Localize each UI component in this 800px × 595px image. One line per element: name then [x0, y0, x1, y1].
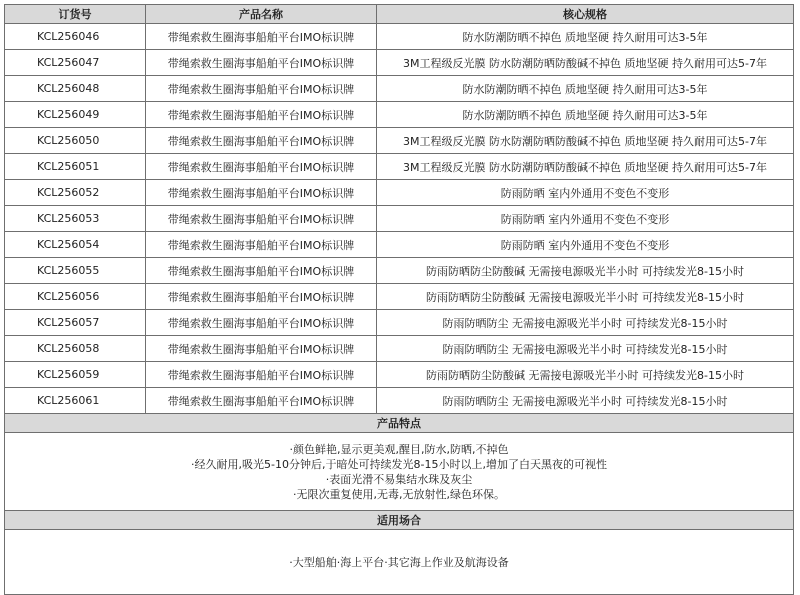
table-row	[5, 180, 794, 206]
cell-code: KCL256048	[5, 76, 146, 102]
scene-row	[5, 530, 794, 595]
table-row	[5, 388, 794, 414]
cell-code: KCL256049	[5, 102, 146, 128]
cell-spec: 防水防潮防晒不掉色 质地坚硬 持久耐用可达3-5年	[377, 76, 794, 102]
table-row	[5, 284, 794, 310]
cell-name: 带绳索救生圈海事船舶平台IMO标识牌	[146, 232, 377, 258]
scene-title-row	[5, 511, 794, 530]
cell-name: 带绳索救生圈海事船舶平台IMO标识牌	[146, 258, 377, 284]
cell-code: KCL256057	[5, 310, 146, 336]
cell-code: KCL256053	[5, 206, 146, 232]
cell-code: KCL256046	[5, 24, 146, 50]
cell-code: KCL256054	[5, 232, 146, 258]
cell-spec: 3M工程级反光膜 防水防潮防晒防酸碱不掉色 质地坚硬 持久耐用可达5-7年	[377, 154, 794, 180]
features-title-row	[5, 414, 794, 433]
feature-line: ·经久耐用,吸光5-10分钟后,于暗处可持续发光8-15小时以上,增加了白天黑夜的可视性	[191, 457, 607, 471]
cell-code: KCL256051	[5, 154, 146, 180]
table-row	[5, 336, 794, 362]
header-code: 订货号	[5, 5, 146, 24]
scene-title: 适用场合	[5, 511, 794, 530]
cell-spec: 防雨防晒防尘防酸碱 无需接电源吸光半小时 可持续发光8-15小时	[377, 258, 794, 284]
product-table	[4, 4, 794, 595]
cell-name: 带绳索救生圈海事船舶平台IMO标识牌	[146, 284, 377, 310]
cell-code: KCL256055	[5, 258, 146, 284]
cell-spec: 防水防潮防晒不掉色 质地坚硬 持久耐用可达3-5年	[377, 102, 794, 128]
cell-spec: 3M工程级反光膜 防水防潮防晒防酸碱不掉色 质地坚硬 持久耐用可达5-7年	[377, 50, 794, 76]
cell-spec: 防雨防晒防尘 无需接电源吸光半小时 可持续发光8-15小时	[377, 336, 794, 362]
table-row	[5, 76, 794, 102]
features-cell	[5, 433, 794, 511]
table-header-row	[5, 5, 794, 24]
cell-code: KCL256059	[5, 362, 146, 388]
table-row	[5, 154, 794, 180]
cell-name: 带绳索救生圈海事船舶平台IMO标识牌	[146, 50, 377, 76]
cell-spec: 防雨防晒 室内外通用不变色不变形	[377, 206, 794, 232]
table-row	[5, 206, 794, 232]
table-row	[5, 50, 794, 76]
feature-line: ·表面光滑不易集结水珠及灰尘	[325, 472, 473, 486]
cell-name: 带绳索救生圈海事船舶平台IMO标识牌	[146, 388, 377, 414]
table-row	[5, 128, 794, 154]
cell-spec: 防雨防晒防尘 无需接电源吸光半小时 可持续发光8-15小时	[377, 310, 794, 336]
cell-name: 带绳索救生圈海事船舶平台IMO标识牌	[146, 128, 377, 154]
cell-name: 带绳索救生圈海事船舶平台IMO标识牌	[146, 362, 377, 388]
cell-spec: 防雨防晒 室内外通用不变色不变形	[377, 180, 794, 206]
table-row	[5, 258, 794, 284]
table-row	[5, 102, 794, 128]
cell-name: 带绳索救生圈海事船舶平台IMO标识牌	[146, 154, 377, 180]
cell-name: 带绳索救生圈海事船舶平台IMO标识牌	[146, 206, 377, 232]
cell-name: 带绳索救生圈海事船舶平台IMO标识牌	[146, 24, 377, 50]
cell-name: 带绳索救生圈海事船舶平台IMO标识牌	[146, 310, 377, 336]
cell-spec: 防雨防晒 室内外通用不变色不变形	[377, 232, 794, 258]
cell-code: KCL256061	[5, 388, 146, 414]
table-row	[5, 362, 794, 388]
table-row	[5, 232, 794, 258]
table-body	[5, 24, 794, 414]
cell-name: 带绳索救生圈海事船舶平台IMO标识牌	[146, 102, 377, 128]
cell-spec: 3M工程级反光膜 防水防潮防晒防酸碱不掉色 质地坚硬 持久耐用可达5-7年	[377, 128, 794, 154]
scene-text: ·大型船舶·海上平台·其它海上作业及航海设备	[5, 530, 794, 595]
cell-code: KCL256050	[5, 128, 146, 154]
cell-code: KCL256056	[5, 284, 146, 310]
features-row	[5, 433, 794, 511]
header-spec: 核心规格	[377, 5, 794, 24]
table-row	[5, 310, 794, 336]
feature-line: ·无限次重复使用,无毒,无放射性,绿色环保。	[293, 487, 505, 501]
cell-spec: 防雨防晒防尘 无需接电源吸光半小时 可持续发光8-15小时	[377, 388, 794, 414]
cell-code: KCL256058	[5, 336, 146, 362]
cell-spec: 防水防潮防晒不掉色 质地坚硬 持久耐用可达3-5年	[377, 24, 794, 50]
table-row	[5, 24, 794, 50]
product-spec-sheet	[4, 4, 793, 595]
cell-name: 带绳索救生圈海事船舶平台IMO标识牌	[146, 180, 377, 206]
cell-code: KCL256052	[5, 180, 146, 206]
features-title: 产品特点	[5, 414, 794, 433]
cell-spec: 防雨防晒防尘防酸碱 无需接电源吸光半小时 可持续发光8-15小时	[377, 284, 794, 310]
feature-line: ·颜色鲜艳,显示更美观,醒目,防水,防晒,不掉色	[289, 442, 509, 456]
cell-spec: 防雨防晒防尘防酸碱 无需接电源吸光半小时 可持续发光8-15小时	[377, 362, 794, 388]
cell-name: 带绳索救生圈海事船舶平台IMO标识牌	[146, 336, 377, 362]
cell-code: KCL256047	[5, 50, 146, 76]
header-name: 产品名称	[146, 5, 377, 24]
cell-name: 带绳索救生圈海事船舶平台IMO标识牌	[146, 76, 377, 102]
